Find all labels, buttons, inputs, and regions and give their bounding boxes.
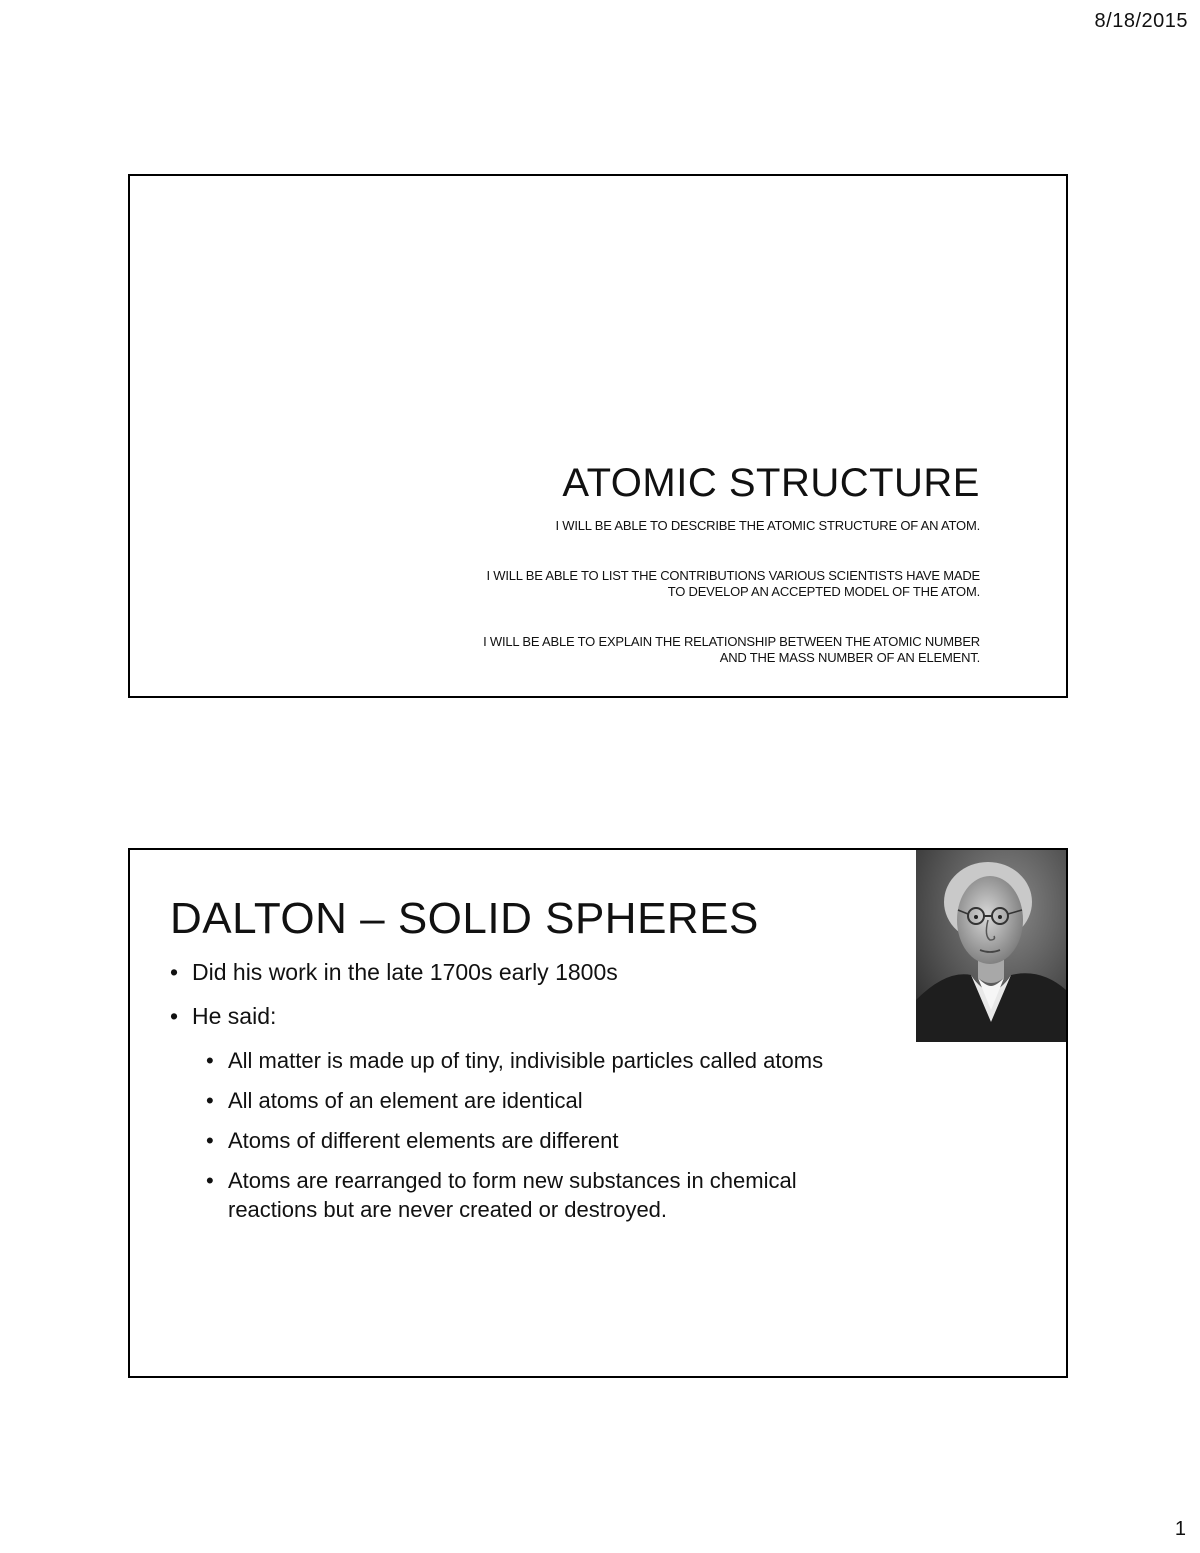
objective-line: I WILL BE ABLE TO EXPLAIN THE RELATIONSHIP BETWEEN THE ATOMIC NUMBER	[483, 634, 980, 649]
objective-line: AND THE MASS NUMBER OF AN ELEMENT.	[719, 650, 980, 665]
objective-1	[360, 518, 980, 534]
page-date: 8/18/2015	[1094, 10, 1188, 32]
list-item	[170, 958, 930, 986]
list-item	[170, 1126, 948, 1155]
slide-title: DALTON – SOLID SPHERES	[170, 894, 759, 943]
dalton-portrait-image	[916, 850, 1066, 1042]
list-item	[170, 1086, 948, 1115]
page-number: 1	[1174, 1518, 1186, 1540]
slide-title: ATOMIC STRUCTURE	[562, 461, 980, 505]
objective-2	[360, 568, 980, 600]
objective-line: TO DEVELOP AN ACCEPTED MODEL OF THE ATOM.	[667, 584, 980, 599]
slide-dalton	[128, 848, 1068, 1378]
objective-line: I WILL BE ABLE TO LIST THE CONTRIBUTIONS VARIOUS SCIENTISTS HAVE MADE	[486, 568, 980, 583]
sub-bullet-list	[170, 1046, 930, 1224]
list-item	[170, 1046, 948, 1075]
objective-line: I WILL BE ABLE TO DESCRIBE THE ATOMIC STRUCTURE OF AN ATOM.	[555, 518, 980, 533]
title-block	[360, 461, 980, 666]
bullet-list	[170, 958, 930, 1235]
sub-bullet-text: All atoms of an element are identical	[228, 1088, 583, 1113]
list-item	[170, 1002, 930, 1030]
sub-bullet-text: All matter is made up of tiny, indivisible particles called atoms	[228, 1048, 824, 1073]
slide-atomic-structure	[128, 174, 1068, 698]
bullet-text: He said:	[192, 1003, 277, 1029]
portrait-illustration	[916, 850, 1066, 1042]
sub-bullet-text: Atoms of different elements are different	[228, 1128, 619, 1153]
sub-list-container	[170, 1046, 930, 1224]
list-item	[170, 1166, 888, 1224]
bullet-text: Did his work in the late 1700s early 1800s	[192, 959, 618, 985]
sub-bullet-text: Atoms are rearranged to form new substances in chemical reactions but are never created or destroyed.	[228, 1168, 797, 1222]
objective-3	[360, 634, 980, 666]
